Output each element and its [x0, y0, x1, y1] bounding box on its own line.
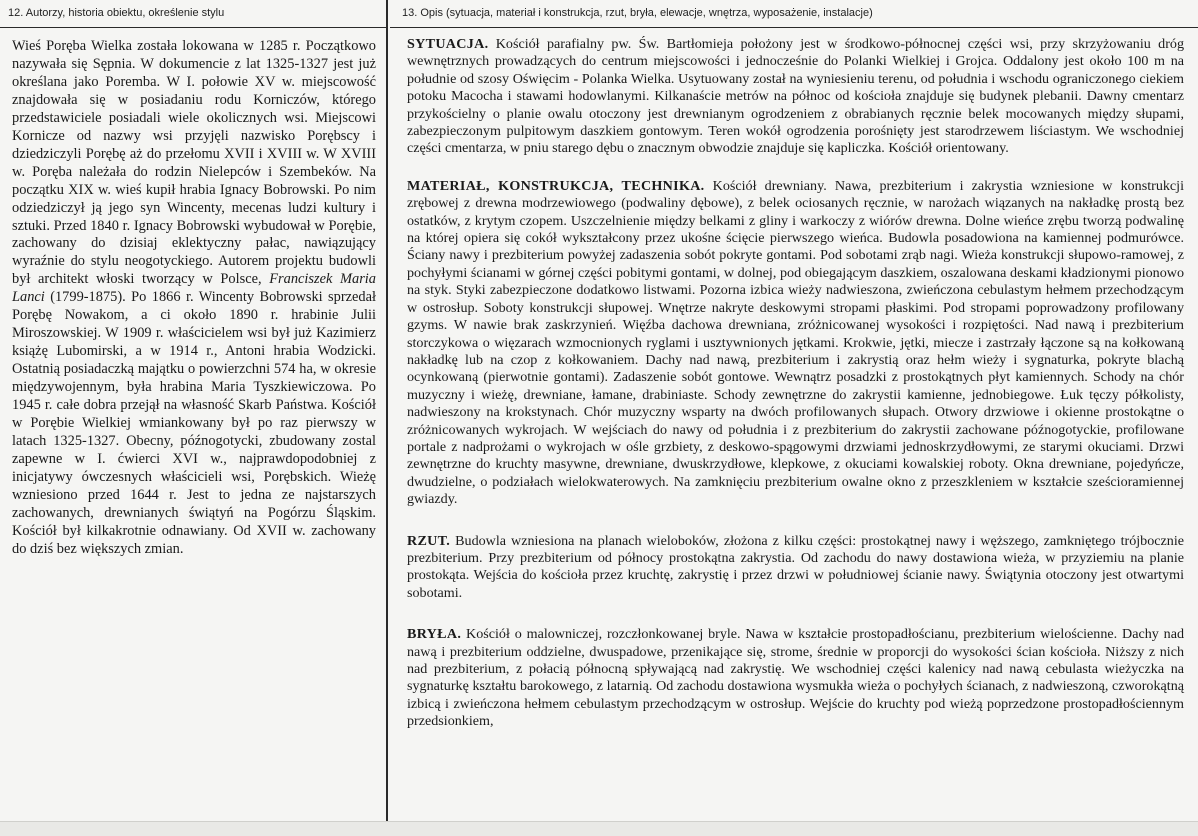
- section-text-sytuacja: Kościół parafialny pw. Św. Bartłomieja położony jest w środkowo-północnej części wsi, przy skrzyżowaniu dróg wewnętrznych prowadzących do centrum miejscowości i jednocześnie do Polanki Wielkiej i Grojca. Oddalony jest około 100 m na południe od szosy Oświęcim - Polanka Wielka. Usytuowany został na wyniesieniu terenu, od południa i wschodu ograniczonego ciekiem potoku Macocha i stawami hodowlanymi. Kilkanaście metrów na północ od kościoła znajduje się budynek plebanii. Dawny cmentarz przykościelny o planie owalu otoczony jest drewnianym ogrodzeniem z obrabianych ręcznie belek mocowanych między słupami, zabezpieczonym pulpitowym daszkiem gontowym. Teren wokół ogrodzenia porośnięty jest starodrzewem liściastym. We wschodniej części cmentarza, w pniu starego dębu o znacznym obwodzie znajduje się kapliczka. Kościół orientowany.: [407, 36, 1184, 157]
- history-text-part-1: Wieś Poręba Wielka została lokowana w 1285 r. Początkowo nazywała się Sępnia. W dokumencie z lat 1325-1327 jest już określana jako Poremba. W I. połowie XV w. miejscowość znajdowała się w posiadaniu rodu Korniczów, którego przedstawiciele posiadali wiele okolicznych wsi. Miejscowi Kornicze od nazwy wsi przyjęli nazwisko Porębscy i dziedziczyli Porębę aż do przełomu XVII i XVIII w. W XVIII w. Poręba należała do rodzin Nielepców i Szembeków. Na początku XIX w. wieś kupił hrabia Ignacy Bobrowski. Po nim odziedziczył ją jego syn Wincenty, mecenas ludzi kultury i sztuki. Przed 1840 r. Ignacy Bobrowski wybudował w Porębie, zachowany do dzisiaj eklektyczny pałac, nawiązujący wyraźnie do stylu neogotyckiego. Autorem projektu budowli był architekt włoski tworzący w Polsce,: [12, 38, 376, 288]
- section-material: [407, 178, 1184, 509]
- section-bryla: [407, 626, 1184, 730]
- architect-name: Franciszek Maria Lanci: [12, 271, 376, 306]
- section-text-material: Kościół drewniany. Nawa, prezbiterium i zakrystia wzniesione w konstrukcji zrębowej z drewna modrzewiowego (podwaliny dębowe), z belek ociosanych ręcznie, w narożach wiązanych na nakładkę prostą bez ostatków, z krytym czopem. Uszczelnienie między belkami z gliny i warkoczy z wiórów drewna. Dolne wieńce zrębu tworzą podwalinę na której opiera się cokół wykształcony przez ukośne ścięcie pierwszego wieńca. Budowla posadowiona na kamiennej podmurówce. Ściany nawy i prezbiterium powyżej zadaszenia sobót pokryte gontami. Pod sobotami zrąb nagi. Wieża konstrukcji słupowo-ramowej, z pochyłymi ścianami w górnej części pobitymi gontami, w dolnej, pod obiegającym daszkiem, oszalowana deskami kładzionymi pionowo na styk. Styki zabezpieczone dodatkowo listwami. Pozorna izbica wieży nadwieszona, zwieńczona cebulastym hełmem przechodzącym w ostrosłup. Soboty konstrukcji słupowej. Wnętrze nakryte deskowymi stropami płaskimi. Pod stropami poprowadzony profilowany gzyms. W nawie brak zaskrzynień. Więźba dachowa drewniana, zróżnicowanej wysokości i rozpiętości. Nad nawą i prezbiterium storczykowa o więzarach wzmocnionych ryglami i usztywnionych jętkami. Krokwie, jętki, miecze i zastrzały łączone są na kołkowaną nakładkę lub na czop z kołkowaniem. Dachy nad nawą, prezbiterium i zakrystią oraz hełm wieży i sygnaturka, pokryte blachą ocynkowaną (pierwotnie gontami). Zadaszenie sobót gontowe. Wewnątrz posadzki z prostokątnych płyt kamiennych. Schody na chór muzyczny i wieżę, drewniane, łamane, drabiniaste. Schody zewnętrzne do zakrystii kamienne, jednobiegowe. Łuk tęczy półkolisty, nadwieszony na krokstynach. Chór muzyczny wsparty na dwóch profilowanych słupach. Otwory drzwiowe i okienne prostokątne o zróżnicowanych wykrojach. W wejściach do nawy od południa i z prezbiterium do zakrystii zachowane późnogotyckie, profilowane portale z nadprożami o wykrojach w ośle grzbiety, z deskowo-spągowymi drzwiami jednoskrzydłowymi, ze starymi okuciami. Drzwi zewnętrzne do kruchty masywne, drewniane, dwuskrzydłowe, klepkowe, z okuciami kowalskiej roboty. Okna drewniane, pojedyńcze, dwudzielne, o podziałach wielokwaterowych. Na zamknięciu prezbiterium owalne okno z przeszkleniem w kształcie sześcioramiennej gwiazdy.: [407, 177, 1185, 508]
- page-bottom-edge: [0, 821, 1198, 836]
- history-text: [0, 28, 386, 559]
- section-title-sytuacja: SYTUACJA.: [407, 36, 489, 52]
- right-column: [390, 0, 1198, 836]
- section-rzut: [407, 533, 1184, 603]
- section-title-bryla: BRYŁA.: [407, 626, 462, 643]
- section-title-material: MATERIAŁ, KONSTRUKCJA, TECHNIKA.: [407, 177, 705, 194]
- left-column-header: 12. Autorzy, historia obiektu, określenie stylu: [0, 0, 386, 28]
- section-text-rzut: Budowla wzniesiona na planach wieloboków, złożona z kilku części: prostokątnej nawy i węższego, zamkniętego trójbocznie prezbiterium. Przy prezbiterium od północy prostokątna zakrystia. Od zachodu do nawy dostawiona wieża, w przyziemiu na planie prostokąta. Wejścia do kościoła przez kruchtę, zakrystię i przez drzwi w południowej ścianie nawy. Świątynia otoczony jest otwartymi sobotami.: [407, 532, 1184, 601]
- right-column-header: 13. Opis (sytuacja, materiał i konstrukcja, rzut, bryła, elewacje, wnętrza, wyposażenie, instalacje): [390, 0, 1198, 28]
- section-sytuacja: [407, 36, 1184, 158]
- history-text-part-2: (1799-1875). Po 1866 r. Wincenty Bobrowski sprzedał Porębę Nowakom, a ci około 1890 r. hrabinie Julii Miroszowskiej. W 1909 r. właścicielem wsi był już Kazimierz książę Lubomirski, a w 1914 r., Antoni hrabia Wodzicki. Ostatnią posiadaczką majątku o powierzchni 574 ha, w okresie międzywojennym, była hrabina Maria Tyszkiewiczowa. Po 1945 r. całe dobra przejął na własność Skarb Państwa. Kościół w Porębie Wielkiej wmiankowany był po raz pierwszy w latach 1325-1327. Obecny, późnogotycki, zbudowany zostal zapewne w I. ćwierci XVI w., najprawdopodobniej z inicjatywy ówczesnych właścicieli wsi, Porębskich. Wieżę wzniesiono przed 1644 r. Jest to jedna ze najstarszych zachowanych, drewnianych świątyń na Pogórzu Śląskim. Kościół był kilkakrotnie odnawiany. Od XVII w. zachowany do dziś bez większych zmian.: [12, 289, 376, 557]
- section-title-rzut: RZUT.: [407, 532, 451, 549]
- section-text-bryla: Kościół o malowniczej, rozczłonkowanej bryle. Nawa w kształcie prostopadłościanu, prezbiterium wielościenne. Dachy nad nawą i prezbiterium oddzielne, dwuspadowe, przenikające się, strome, średnie w proporcji do wysokości ścian kościoła. Niższy z nich nad prezbiterium, z połacią północną spływającą nad zakrystię. We wschodniej części kalenicy nad nawą cebulasta wieżyczka na sygnaturkę kształtu barokowego, z latarnią. Od zachodu dostawiona wysmukła wieża o pochyłych ścianach, z nadwieszoną, czworokątną izbicą i zwieńczona hełmem cebulastym przechodzącym w ostrosłup. Wejście do kruchty pod wieżą poprzedzone prostopadłościennym przedsionkiem,: [407, 626, 1184, 730]
- left-column: [0, 0, 388, 836]
- description-body: [390, 28, 1198, 731]
